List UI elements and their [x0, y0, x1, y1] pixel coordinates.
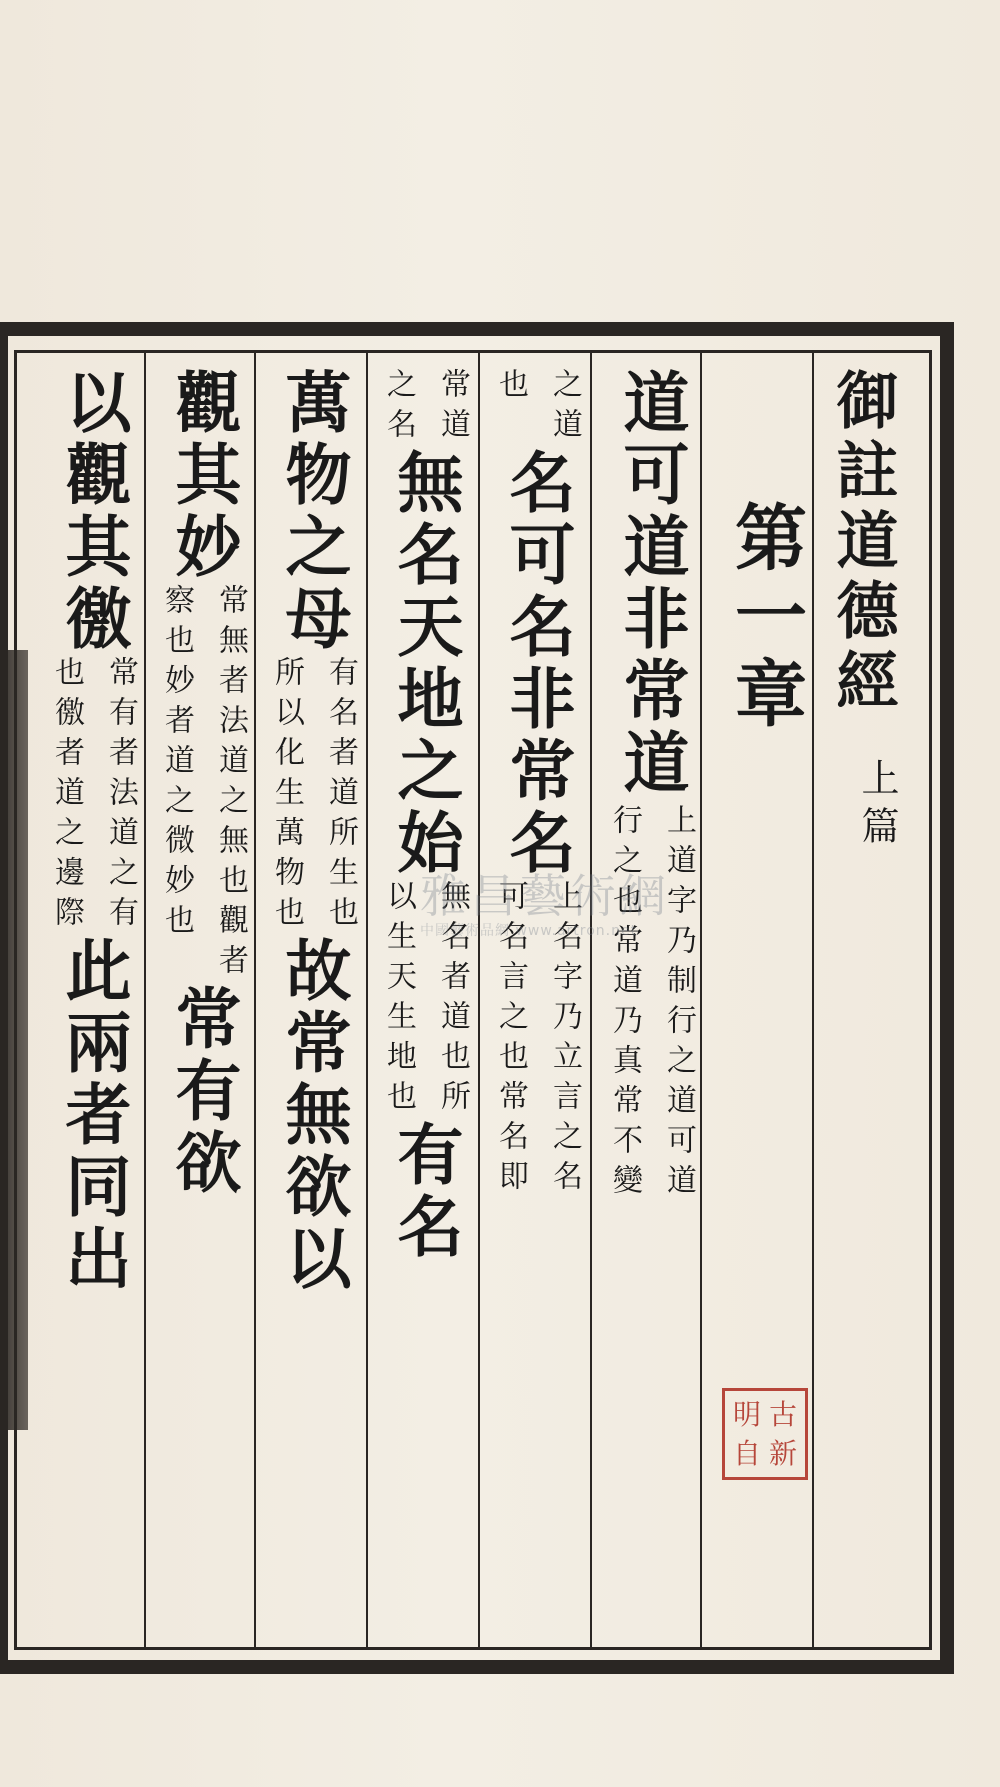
lead-note-left: 之名 — [381, 368, 416, 448]
main-text: 無名天地之始 — [386, 448, 464, 880]
lead-commentary — [376, 368, 474, 448]
column-rule — [254, 350, 256, 1650]
main-text: 觀其妙 — [164, 368, 242, 584]
commentary-left: 也徼者道之邊際 — [49, 656, 84, 936]
chapter-heading: 第一章 — [723, 500, 808, 734]
commentary — [154, 584, 252, 984]
chapter-column — [716, 500, 814, 734]
lead-note-right: 常道 — [435, 368, 470, 448]
commentary-left: 以生天生地也 — [381, 880, 416, 1120]
commentary-left: 察也妙者道之微妙也 — [159, 584, 194, 944]
commentary-right: 無名者道也所 — [435, 880, 470, 1120]
seal-char: 新 — [768, 1436, 797, 1470]
main-text-tail: 此兩者同出 — [54, 936, 132, 1296]
commentary — [44, 656, 142, 936]
text-column-3 — [376, 368, 474, 1264]
seal-char: 古 — [768, 1397, 797, 1431]
text-column-1 — [602, 368, 700, 1204]
column-rule — [144, 350, 146, 1650]
main-text-tail: 故常無欲以 — [274, 936, 352, 1296]
commentary-right: 上名字乃立言之名 — [547, 880, 582, 1200]
watermark — [420, 860, 670, 940]
main-text: 萬物之母 — [274, 368, 352, 656]
lead-commentary — [488, 368, 586, 448]
watermark-url: 中國藝術品網 www.artron.net — [420, 923, 638, 939]
commentary-right: 常無者法道之無也觀者 — [213, 584, 248, 984]
red-seal-stamp — [722, 1388, 808, 1480]
column-rule — [366, 350, 368, 1650]
commentary-left: 所以化生萬物也 — [269, 656, 304, 936]
text-column-2 — [488, 368, 586, 1200]
text-column-6 — [44, 368, 142, 1296]
seal-char: 自 — [732, 1436, 761, 1470]
column-rule — [700, 350, 702, 1650]
title-column — [822, 368, 902, 854]
commentary-right: 常有者法道之有 — [103, 656, 138, 936]
commentary-right: 上道字乃制行之道可道 — [661, 804, 696, 1204]
main-text: 道可道非常道 — [612, 368, 690, 800]
seal-char: 明 — [732, 1397, 761, 1431]
text-column-4 — [264, 368, 362, 1296]
commentary — [264, 656, 362, 936]
column-rule — [478, 350, 480, 1650]
main-text-tail: 有名 — [386, 1120, 464, 1264]
main-text: 名可名非常名 — [498, 448, 576, 880]
commentary-right: 有名者道所生也 — [323, 656, 358, 936]
main-text: 以觀其徼 — [54, 368, 132, 656]
text-column-5 — [154, 368, 252, 1200]
commentary-left: 可名言之也常名即 — [493, 880, 528, 1200]
lead-note-left: 也 — [493, 368, 528, 408]
watermark-logo: 雅昌藝術網 — [420, 869, 670, 923]
commentary-left: 行之也常道乃真常不變 — [607, 804, 642, 1204]
main-text-tail: 常有欲 — [164, 984, 242, 1200]
column-rule — [590, 350, 592, 1650]
book-title: 御註道德經 — [826, 368, 899, 718]
lead-note-right: 之道 — [547, 368, 582, 448]
section-label: 上篇 — [855, 758, 899, 854]
